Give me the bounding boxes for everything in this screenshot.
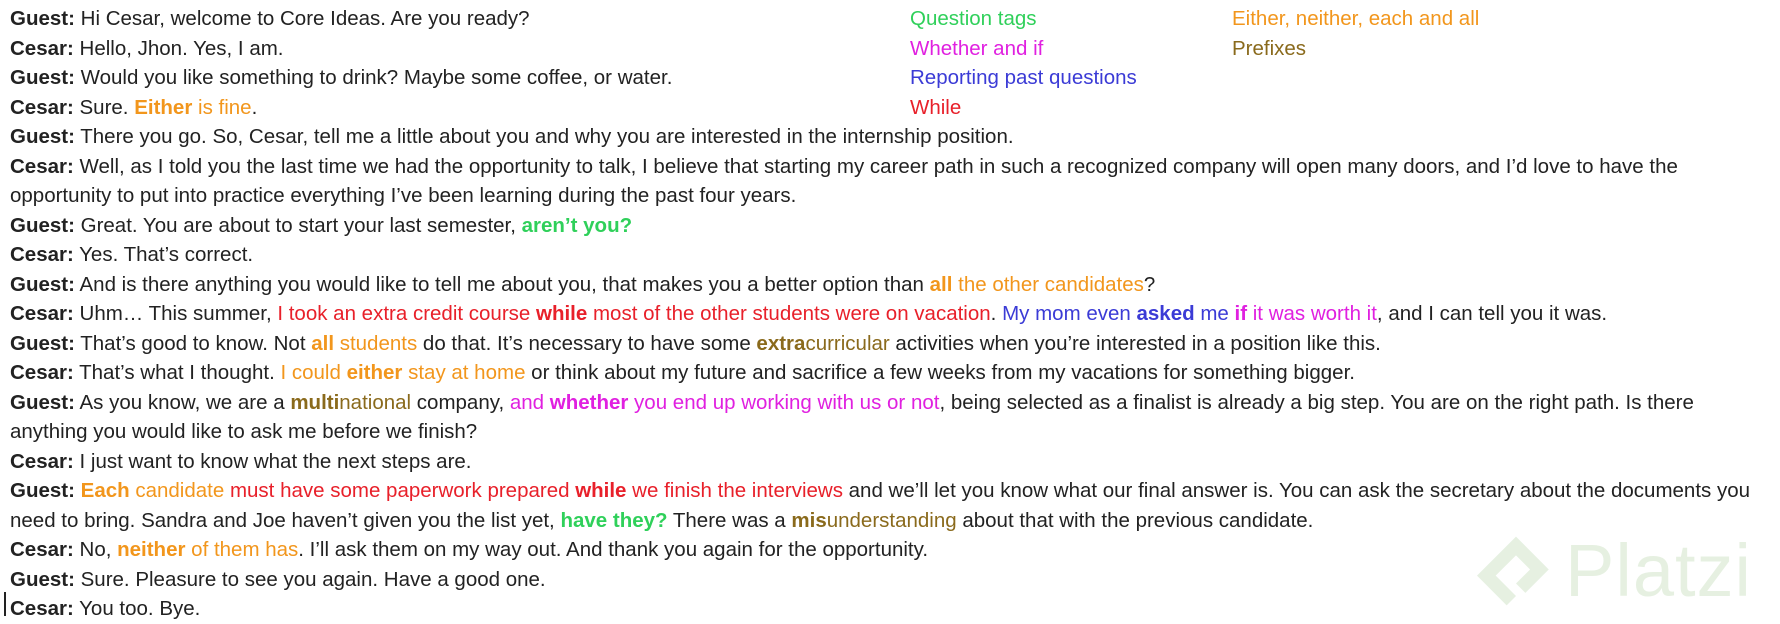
speaker-label: Guest: <box>10 479 75 502</box>
platzi-watermark <box>1477 528 1752 613</box>
highlight-whether-if: you end up working with us or not <box>628 390 940 414</box>
dialogue-text: Hi Cesar, welcome to Core Ideas. Are you ready? <box>74 7 530 30</box>
speaker-label: Cesar: <box>10 243 74 266</box>
speaker-label: Guest: <box>10 272 75 296</box>
dialogue-text: ? <box>1143 272 1156 296</box>
dialogue-text: As you know, we are a <box>74 390 291 414</box>
highlight-reporting: My mom even <box>1002 302 1137 325</box>
dialogue-text: . <box>990 302 1003 325</box>
legend-item-question-tags: Question tags <box>910 7 1037 30</box>
highlight-whether-if: whether <box>549 390 629 414</box>
highlight-prefixes: multi <box>290 390 340 414</box>
dialogue-text: . <box>251 95 258 119</box>
legend-item-whether-if: Whether and if <box>910 36 1044 60</box>
dialogue-line <box>10 4 1770 34</box>
highlight-either-neither-each-all: all <box>929 272 953 296</box>
dialogue-text: , being selected as a finalist is already a big step. You are on the right path. Is there anything you would like to ask me before we finish? <box>10 390 1694 443</box>
dialogue-text: Great. You are about to start your last semester, <box>74 213 522 237</box>
dialogue-line <box>10 240 1770 270</box>
highlight-question-tags: have they? <box>560 508 668 532</box>
text-cursor <box>4 592 6 616</box>
speaker-label: Cesar: <box>10 36 74 60</box>
speaker-label: Guest: <box>10 567 75 591</box>
highlight-while: must have some paperwork prepared <box>224 479 576 502</box>
dialogue-text: about that with the previous candidate. <box>956 508 1314 532</box>
legend-item-while: While <box>910 95 962 119</box>
highlight-either-neither-each-all: either <box>346 361 403 384</box>
highlight-prefixes: extra <box>756 331 806 355</box>
highlight-either-neither-each-all: stay at home <box>402 361 526 384</box>
dialogue-text: There you go. So, Cesar, tell me a little about you and why you are interested in the internship position. <box>74 125 1014 148</box>
highlight-either-neither-each-all: is fine <box>192 95 252 119</box>
speaker-label: Cesar: <box>10 95 74 119</box>
dialogue-line <box>10 34 1770 64</box>
speaker-label: Cesar: <box>10 361 74 384</box>
highlight-whether-if: it was worth it <box>1247 302 1377 325</box>
watermark-text: Platzi <box>1565 529 1752 612</box>
highlight-reporting: asked <box>1136 302 1195 325</box>
speaker-label: Guest: <box>10 331 75 355</box>
dialogue-line <box>10 93 1770 123</box>
highlight-either-neither-each-all: Either <box>134 95 193 119</box>
speaker-label: Cesar: <box>10 154 74 178</box>
dialogue-line <box>10 299 1770 329</box>
highlight-prefixes: mis <box>791 508 827 532</box>
highlight-while: most of the other students were on vacation <box>587 302 991 325</box>
speaker-label: Cesar: <box>10 597 74 620</box>
dialogue-line <box>10 358 1770 388</box>
highlight-either-neither-each-all: all <box>311 331 335 355</box>
dialogue-text: or think about my future and sacrifice a few weeks from my vacations for something bigger. <box>525 361 1355 384</box>
highlight-reporting: me <box>1194 302 1235 325</box>
dialogue-text: And is there anything you would like to tell me about you, that makes you a better option than <box>74 272 930 296</box>
dialogue-line <box>10 447 1770 477</box>
speaker-label: Guest: <box>10 125 75 148</box>
highlight-prefixes: national <box>339 390 412 414</box>
dialogue-line <box>10 388 1770 447</box>
dialogue-text: That’s good to know. Not <box>74 331 312 355</box>
dialogue-text: You too. Bye. <box>73 597 201 620</box>
dialogue-text: , and I can tell you it was. <box>1376 302 1608 325</box>
dialogue-line <box>10 122 1770 152</box>
highlight-either-neither-each-all: I could <box>280 361 347 384</box>
dialogue-line <box>10 329 1770 359</box>
speaker-label: Guest: <box>10 66 75 89</box>
highlight-question-tags: aren’t you? <box>521 213 633 237</box>
dialogue-text: . I’ll ask them on my way out. And thank you again for the opportunity. <box>298 538 929 561</box>
speaker-label: Guest: <box>10 390 75 414</box>
dialogue-text: activities when you’re interested in a position like this. <box>889 331 1381 355</box>
dialogue-text: Would you like something to drink? Maybe some coffee, or water. <box>74 66 673 89</box>
speaker-label: Cesar: <box>10 538 74 561</box>
highlight-while: while <box>575 479 627 502</box>
highlight-either-neither-each-all: of them has <box>185 538 299 561</box>
highlight-while: while <box>536 302 588 325</box>
speaker-label: Cesar: <box>10 302 74 325</box>
legend-item-either-neither: Either, neither, each and all <box>1232 7 1480 30</box>
dialogue-text: do that. It’s necessary to have some <box>417 331 757 355</box>
highlight-prefixes: curricular <box>805 331 890 355</box>
dialogue-text: Sure. Pleasure to see you again. Have a good one. <box>74 567 546 591</box>
highlight-whether-if: if <box>1234 302 1248 325</box>
highlight-either-neither-each-all: the other candidates <box>952 272 1144 296</box>
dialogue-text: That’s what I thought. <box>73 361 281 384</box>
legend-item-reporting: Reporting past questions <box>910 66 1137 89</box>
dialogue-text: Sure. <box>73 95 135 119</box>
highlight-either-neither-each-all: neither <box>117 538 186 561</box>
dialogue-line <box>10 211 1770 241</box>
highlight-while: I took an extra credit course <box>277 302 536 325</box>
dialogue-line <box>10 270 1770 300</box>
dialogue-text: Yes. That’s correct. <box>73 243 254 266</box>
highlight-whether-if: and <box>509 390 550 414</box>
dialogue-text: No, <box>73 538 118 561</box>
legend-column-1 <box>910 4 1137 122</box>
highlight-either-neither-each-all: Each <box>80 479 130 502</box>
dialogue-text: and we’ll let you know what our final answer is. You can ask the secretary about the documents you need to bring. Sandra and Joe haven’t given you the list yet, <box>10 479 1751 532</box>
dialogue-text: Well, as I told you the last time we had the opportunity to talk, I believe that starting my career path in such a recognized company will open many doors, and I’d love to have the opportunity to put into practice everything I’ve been learning during the past four years. <box>10 154 1678 207</box>
highlight-prefixes: understanding <box>826 508 957 532</box>
speaker-label: Guest: <box>10 7 75 30</box>
dialogue-line <box>10 476 1770 535</box>
speaker-label: Cesar: <box>10 449 74 473</box>
dialogue-text: company, <box>411 390 510 414</box>
dialogue-text: Uhm… This summer, <box>73 302 278 325</box>
dialogue-line <box>10 152 1770 211</box>
legend-item-prefixes: Prefixes <box>1232 36 1307 60</box>
platzi-logo-icon <box>1477 532 1555 610</box>
dialogue-line <box>10 63 1770 93</box>
dialogue-text: There was a <box>667 508 792 532</box>
highlight-while: we finish the interviews <box>626 479 843 502</box>
speaker-label: Guest: <box>10 213 75 237</box>
dialogue-text: I just want to know what the next steps are. <box>73 449 472 473</box>
highlight-either-neither-each-all: students <box>334 331 418 355</box>
highlight-either-neither-each-all: candidate <box>129 479 225 502</box>
dialogue-text: Hello, Jhon. Yes, I am. <box>73 36 284 60</box>
legend-column-2 <box>1232 4 1479 63</box>
